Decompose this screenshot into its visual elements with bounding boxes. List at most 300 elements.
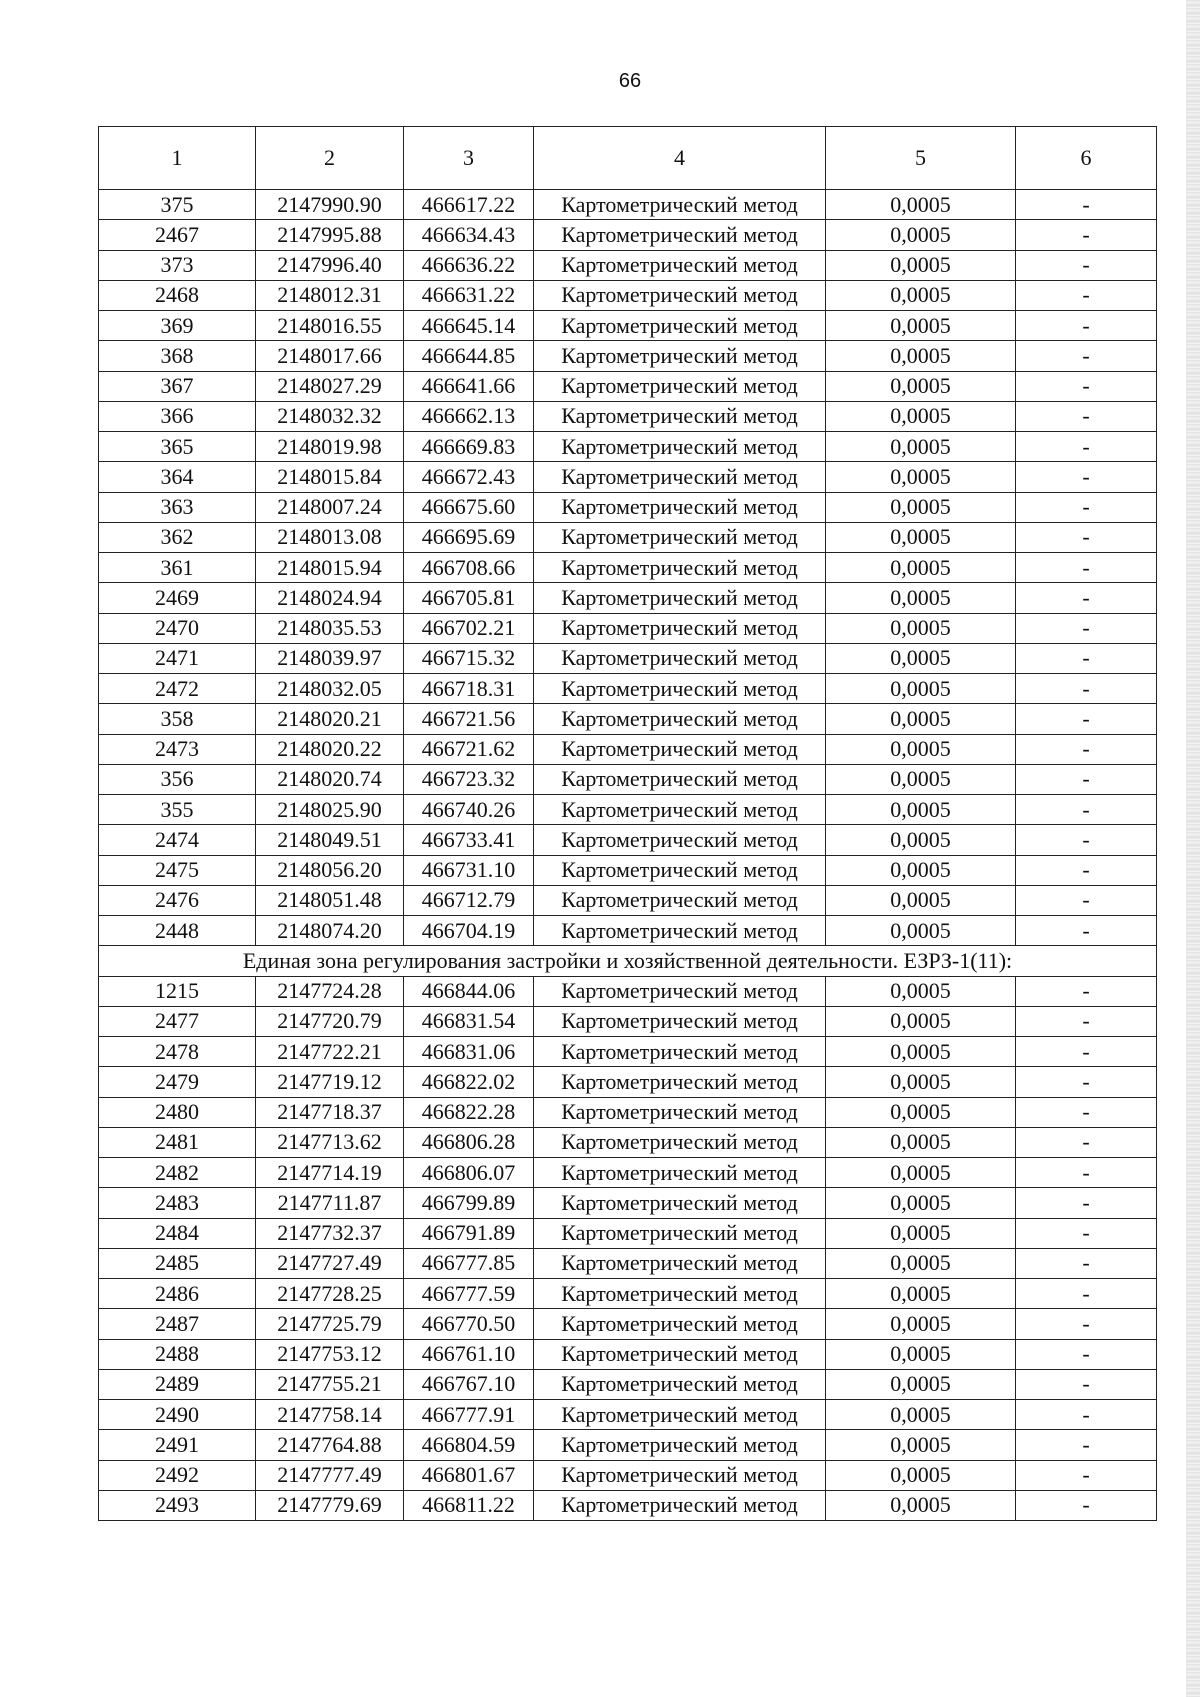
cell-note: - [1016, 1309, 1157, 1339]
cell-coord-y: 466740.26 [404, 795, 534, 825]
cell-method: Картометрический метод [534, 432, 826, 462]
cell-accuracy: 0,0005 [826, 280, 1016, 310]
table-row [99, 734, 1157, 764]
cell-coord-y: 466822.28 [404, 1097, 534, 1127]
header-col-5: 5 [826, 127, 1016, 190]
header-col-4: 4 [534, 127, 826, 190]
header-col-2: 2 [256, 127, 404, 190]
cell-method: Картометрический метод [534, 311, 826, 341]
cell-method: Картометрический метод [534, 825, 826, 855]
cell-note: - [1016, 885, 1157, 915]
cell-point-number: 2468 [99, 280, 256, 310]
table-body-part2 [99, 976, 1157, 1521]
cell-note: - [1016, 1188, 1157, 1218]
cell-coord-x: 2147996.40 [256, 250, 404, 280]
cell-accuracy: 0,0005 [826, 553, 1016, 583]
cell-note: - [1016, 341, 1157, 371]
cell-note: - [1016, 1218, 1157, 1248]
cell-coord-x: 2147753.12 [256, 1339, 404, 1369]
cell-coord-x: 2147990.90 [256, 190, 404, 220]
cell-method: Картометрический метод [534, 1309, 826, 1339]
cell-method: Картометрический метод [534, 855, 826, 885]
cell-note: - [1016, 1037, 1157, 1067]
cell-coord-y: 466705.81 [404, 583, 534, 613]
cell-method: Картометрический метод [534, 401, 826, 431]
cell-method: Картометрический метод [534, 250, 826, 280]
cell-method: Картометрический метод [534, 341, 826, 371]
cell-note: - [1016, 855, 1157, 885]
cell-accuracy: 0,0005 [826, 522, 1016, 552]
cell-method: Картометрический метод [534, 674, 826, 704]
cell-accuracy: 0,0005 [826, 1248, 1016, 1278]
cell-point-number: 2479 [99, 1067, 256, 1097]
cell-note: - [1016, 795, 1157, 825]
cell-point-number: 368 [99, 341, 256, 371]
cell-coord-x: 2147720.79 [256, 1006, 404, 1036]
cell-point-number: 2470 [99, 613, 256, 643]
cell-note: - [1016, 1279, 1157, 1309]
cell-point-number: 2475 [99, 855, 256, 885]
table-row [99, 1460, 1157, 1490]
cell-coord-x: 2148027.29 [256, 371, 404, 401]
cell-coord-y: 466767.10 [404, 1369, 534, 1399]
coordinates-table [98, 126, 1157, 1521]
cell-coord-x: 2147722.21 [256, 1037, 404, 1067]
cell-note: - [1016, 1067, 1157, 1097]
section-row-group [99, 946, 1157, 976]
cell-coord-y: 466831.54 [404, 1006, 534, 1036]
cell-note: - [1016, 1339, 1157, 1369]
cell-accuracy: 0,0005 [826, 1127, 1016, 1157]
section-title: Единая зона регулирования застройки и хозяйственной деятельности. ЕЗРЗ-1(11): [99, 946, 1157, 976]
section-row [99, 946, 1157, 976]
cell-coord-y: 466669.83 [404, 432, 534, 462]
cell-method: Картометрический метод [534, 1006, 826, 1036]
cell-accuracy: 0,0005 [826, 341, 1016, 371]
cell-coord-y: 466662.13 [404, 401, 534, 431]
table-row [99, 220, 1157, 250]
cell-accuracy: 0,0005 [826, 1037, 1016, 1067]
cell-note: - [1016, 764, 1157, 794]
cell-method: Картометрический метод [534, 764, 826, 794]
table-row [99, 1248, 1157, 1278]
cell-accuracy: 0,0005 [826, 492, 1016, 522]
cell-note: - [1016, 522, 1157, 552]
cell-point-number: 369 [99, 311, 256, 341]
cell-coord-x: 2148032.32 [256, 401, 404, 431]
cell-coord-x: 2147764.88 [256, 1430, 404, 1460]
cell-coord-y: 466761.10 [404, 1339, 534, 1369]
cell-point-number: 2493 [99, 1490, 256, 1520]
cell-coord-y: 466777.59 [404, 1279, 534, 1309]
table-row [99, 583, 1157, 613]
cell-coord-y: 466675.60 [404, 492, 534, 522]
cell-accuracy: 0,0005 [826, 190, 1016, 220]
cell-method: Картометрический метод [534, 553, 826, 583]
cell-coord-x: 2148016.55 [256, 311, 404, 341]
table-row [99, 674, 1157, 704]
cell-note: - [1016, 674, 1157, 704]
cell-method: Картометрический метод [534, 643, 826, 673]
cell-method: Картометрический метод [534, 1430, 826, 1460]
cell-note: - [1016, 553, 1157, 583]
cell-coord-x: 2147758.14 [256, 1400, 404, 1430]
cell-method: Картометрический метод [534, 1037, 826, 1067]
cell-coord-x: 2148007.24 [256, 492, 404, 522]
table-row [99, 643, 1157, 673]
cell-method: Картометрический метод [534, 734, 826, 764]
table-row [99, 1188, 1157, 1218]
cell-coord-x: 2148024.94 [256, 583, 404, 613]
cell-note: - [1016, 704, 1157, 734]
cell-coord-y: 466844.06 [404, 976, 534, 1006]
cell-coord-x: 2148012.31 [256, 280, 404, 310]
cell-coord-y: 466695.69 [404, 522, 534, 552]
cell-coord-x: 2147728.25 [256, 1279, 404, 1309]
cell-method: Картометрический метод [534, 613, 826, 643]
cell-coord-x: 2148020.21 [256, 704, 404, 734]
cell-coord-x: 2148020.74 [256, 764, 404, 794]
cell-coord-x: 2148019.98 [256, 432, 404, 462]
cell-coord-y: 466708.66 [404, 553, 534, 583]
cell-accuracy: 0,0005 [826, 704, 1016, 734]
cell-coord-x: 2147711.87 [256, 1188, 404, 1218]
cell-point-number: 2486 [99, 1279, 256, 1309]
cell-accuracy: 0,0005 [826, 795, 1016, 825]
cell-method: Картометрический метод [534, 1279, 826, 1309]
cell-coord-x: 2148013.08 [256, 522, 404, 552]
cell-method: Картометрический метод [534, 1400, 826, 1430]
cell-point-number: 355 [99, 795, 256, 825]
cell-accuracy: 0,0005 [826, 916, 1016, 946]
cell-point-number: 2471 [99, 643, 256, 673]
cell-method: Картометрический метод [534, 492, 826, 522]
cell-coord-y: 466645.14 [404, 311, 534, 341]
cell-method: Картометрический метод [534, 704, 826, 734]
cell-note: - [1016, 220, 1157, 250]
cell-point-number: 2448 [99, 916, 256, 946]
scan-edge [1186, 0, 1200, 1697]
cell-method: Картометрический метод [534, 522, 826, 552]
cell-coord-y: 466718.31 [404, 674, 534, 704]
cell-method: Картометрический метод [534, 795, 826, 825]
cell-coord-x: 2148074.20 [256, 916, 404, 946]
cell-method: Картометрический метод [534, 583, 826, 613]
cell-coord-y: 466712.79 [404, 885, 534, 915]
cell-accuracy: 0,0005 [826, 1400, 1016, 1430]
cell-coord-y: 466733.41 [404, 825, 534, 855]
cell-note: - [1016, 462, 1157, 492]
table-row [99, 522, 1157, 552]
cell-point-number: 2474 [99, 825, 256, 855]
cell-accuracy: 0,0005 [826, 1188, 1016, 1218]
table-row [99, 764, 1157, 794]
cell-accuracy: 0,0005 [826, 613, 1016, 643]
cell-note: - [1016, 916, 1157, 946]
cell-point-number: 2490 [99, 1400, 256, 1430]
cell-point-number: 2489 [99, 1369, 256, 1399]
cell-accuracy: 0,0005 [826, 1279, 1016, 1309]
page-number: 66 [618, 70, 642, 92]
cell-accuracy: 0,0005 [826, 1158, 1016, 1188]
cell-accuracy: 0,0005 [826, 371, 1016, 401]
cell-method: Картометрический метод [534, 1490, 826, 1520]
cell-accuracy: 0,0005 [826, 1097, 1016, 1127]
cell-point-number: 2491 [99, 1430, 256, 1460]
cell-coord-x: 2147732.37 [256, 1218, 404, 1248]
cell-note: - [1016, 643, 1157, 673]
cell-method: Картометрический метод [534, 885, 826, 915]
cell-note: - [1016, 401, 1157, 431]
cell-coord-y: 466831.06 [404, 1037, 534, 1067]
cell-coord-x: 2148051.48 [256, 885, 404, 915]
cell-accuracy: 0,0005 [826, 432, 1016, 462]
table-row [99, 1309, 1157, 1339]
cell-coord-x: 2147714.19 [256, 1158, 404, 1188]
cell-coord-y: 466723.32 [404, 764, 534, 794]
table-row [99, 311, 1157, 341]
cell-coord-x: 2147718.37 [256, 1097, 404, 1127]
cell-accuracy: 0,0005 [826, 643, 1016, 673]
header-col-6: 6 [1016, 127, 1157, 190]
cell-note: - [1016, 1248, 1157, 1278]
cell-coord-x: 2147719.12 [256, 1067, 404, 1097]
cell-accuracy: 0,0005 [826, 311, 1016, 341]
cell-method: Картометрический метод [534, 1067, 826, 1097]
cell-coord-y: 466811.22 [404, 1490, 534, 1520]
cell-note: - [1016, 583, 1157, 613]
cell-note: - [1016, 1097, 1157, 1127]
table-row [99, 704, 1157, 734]
cell-point-number: 2482 [99, 1158, 256, 1188]
cell-coord-y: 466806.28 [404, 1127, 534, 1157]
cell-accuracy: 0,0005 [826, 674, 1016, 704]
table-row [99, 916, 1157, 946]
table-row [99, 1097, 1157, 1127]
table-row [99, 371, 1157, 401]
cell-accuracy: 0,0005 [826, 1369, 1016, 1399]
cell-method: Картометрический метод [534, 1248, 826, 1278]
table-row [99, 1369, 1157, 1399]
cell-accuracy: 0,0005 [826, 976, 1016, 1006]
table-row [99, 1490, 1157, 1520]
cell-coord-x: 2148017.66 [256, 341, 404, 371]
cell-note: - [1016, 1127, 1157, 1157]
cell-accuracy: 0,0005 [826, 1430, 1016, 1460]
cell-coord-x: 2148049.51 [256, 825, 404, 855]
cell-coord-x: 2148032.05 [256, 674, 404, 704]
cell-point-number: 2469 [99, 583, 256, 613]
cell-coord-x: 2148056.20 [256, 855, 404, 885]
cell-method: Картометрический метод [534, 1127, 826, 1157]
table-row [99, 401, 1157, 431]
cell-method: Картометрический метод [534, 1097, 826, 1127]
cell-coord-x: 2148035.53 [256, 613, 404, 643]
cell-coord-y: 466770.50 [404, 1309, 534, 1339]
cell-note: - [1016, 1006, 1157, 1036]
cell-note: - [1016, 613, 1157, 643]
cell-coord-x: 2148020.22 [256, 734, 404, 764]
cell-point-number: 2481 [99, 1127, 256, 1157]
table-row [99, 613, 1157, 643]
cell-method: Картометрический метод [534, 220, 826, 250]
table-row [99, 885, 1157, 915]
cell-coord-x: 2147755.21 [256, 1369, 404, 1399]
table-row [99, 1037, 1157, 1067]
table-row [99, 553, 1157, 583]
cell-method: Картометрический метод [534, 1460, 826, 1490]
cell-point-number: 2480 [99, 1097, 256, 1127]
cell-point-number: 364 [99, 462, 256, 492]
cell-accuracy: 0,0005 [826, 1006, 1016, 1036]
cell-point-number: 362 [99, 522, 256, 552]
table-header-row [99, 127, 1157, 190]
cell-note: - [1016, 1369, 1157, 1399]
table-row [99, 1006, 1157, 1036]
cell-point-number: 2467 [99, 220, 256, 250]
cell-accuracy: 0,0005 [826, 220, 1016, 250]
table-row [99, 795, 1157, 825]
cell-point-number: 367 [99, 371, 256, 401]
cell-note: - [1016, 250, 1157, 280]
cell-coord-x: 2147779.69 [256, 1490, 404, 1520]
cell-coord-x: 2147713.62 [256, 1127, 404, 1157]
cell-point-number: 356 [99, 764, 256, 794]
cell-point-number: 2487 [99, 1309, 256, 1339]
cell-coord-x: 2147727.49 [256, 1248, 404, 1278]
cell-accuracy: 0,0005 [826, 885, 1016, 915]
cell-coord-y: 466617.22 [404, 190, 534, 220]
cell-accuracy: 0,0005 [826, 1218, 1016, 1248]
cell-method: Картометрический метод [534, 1369, 826, 1399]
cell-point-number: 365 [99, 432, 256, 462]
cell-accuracy: 0,0005 [826, 401, 1016, 431]
table-row [99, 1067, 1157, 1097]
cell-method: Картометрический метод [534, 190, 826, 220]
cell-accuracy: 0,0005 [826, 462, 1016, 492]
cell-coord-y: 466634.43 [404, 220, 534, 250]
cell-coord-y: 466721.56 [404, 704, 534, 734]
cell-point-number: 2478 [99, 1037, 256, 1067]
cell-note: - [1016, 734, 1157, 764]
cell-point-number: 2484 [99, 1218, 256, 1248]
cell-coord-x: 2147995.88 [256, 220, 404, 250]
cell-point-number: 2488 [99, 1339, 256, 1369]
table-row [99, 1218, 1157, 1248]
cell-method: Картометрический метод [534, 280, 826, 310]
cell-coord-x: 2148025.90 [256, 795, 404, 825]
cell-coord-y: 466672.43 [404, 462, 534, 492]
cell-method: Картометрический метод [534, 916, 826, 946]
cell-coord-y: 466799.89 [404, 1188, 534, 1218]
table-row [99, 976, 1157, 1006]
cell-method: Картометрический метод [534, 462, 826, 492]
cell-accuracy: 0,0005 [826, 1309, 1016, 1339]
table-row [99, 432, 1157, 462]
cell-coord-y: 466636.22 [404, 250, 534, 280]
cell-coord-x: 2148039.97 [256, 643, 404, 673]
cell-note: - [1016, 371, 1157, 401]
cell-accuracy: 0,0005 [826, 583, 1016, 613]
cell-coord-y: 466777.91 [404, 1400, 534, 1430]
cell-method: Картометрический метод [534, 1339, 826, 1369]
cell-coord-x: 2147725.79 [256, 1309, 404, 1339]
cell-point-number: 2472 [99, 674, 256, 704]
table-row [99, 280, 1157, 310]
cell-coord-x: 2148015.94 [256, 553, 404, 583]
cell-note: - [1016, 1460, 1157, 1490]
cell-note: - [1016, 280, 1157, 310]
cell-accuracy: 0,0005 [826, 764, 1016, 794]
header-col-3: 3 [404, 127, 534, 190]
table-row [99, 250, 1157, 280]
table-body-part1 [99, 190, 1157, 946]
table-row [99, 1339, 1157, 1369]
cell-point-number: 2483 [99, 1188, 256, 1218]
cell-accuracy: 0,0005 [826, 734, 1016, 764]
cell-note: - [1016, 190, 1157, 220]
table-row [99, 190, 1157, 220]
cell-point-number: 2477 [99, 1006, 256, 1036]
cell-coord-x: 2148015.84 [256, 462, 404, 492]
table-row [99, 462, 1157, 492]
cell-coord-y: 466644.85 [404, 341, 534, 371]
table-row [99, 341, 1157, 371]
cell-coord-y: 466731.10 [404, 855, 534, 885]
cell-point-number: 2492 [99, 1460, 256, 1490]
cell-coord-y: 466641.66 [404, 371, 534, 401]
cell-accuracy: 0,0005 [826, 1490, 1016, 1520]
cell-point-number: 373 [99, 250, 256, 280]
cell-point-number: 2476 [99, 885, 256, 915]
cell-note: - [1016, 1430, 1157, 1460]
cell-coord-x: 2147724.28 [256, 976, 404, 1006]
cell-method: Картометрический метод [534, 1158, 826, 1188]
cell-point-number: 2473 [99, 734, 256, 764]
cell-coord-y: 466804.59 [404, 1430, 534, 1460]
cell-coord-y: 466715.32 [404, 643, 534, 673]
cell-accuracy: 0,0005 [826, 1460, 1016, 1490]
cell-note: - [1016, 1158, 1157, 1188]
cell-accuracy: 0,0005 [826, 250, 1016, 280]
cell-method: Картометрический метод [534, 976, 826, 1006]
cell-point-number: 1215 [99, 976, 256, 1006]
cell-method: Картометрический метод [534, 371, 826, 401]
table-row [99, 492, 1157, 522]
table-row [99, 825, 1157, 855]
cell-coord-y: 466702.21 [404, 613, 534, 643]
cell-note: - [1016, 311, 1157, 341]
cell-note: - [1016, 825, 1157, 855]
cell-coord-y: 466704.19 [404, 916, 534, 946]
cell-accuracy: 0,0005 [826, 825, 1016, 855]
cell-note: - [1016, 1400, 1157, 1430]
cell-accuracy: 0,0005 [826, 1339, 1016, 1369]
cell-accuracy: 0,0005 [826, 1067, 1016, 1097]
table-row [99, 1158, 1157, 1188]
cell-note: - [1016, 432, 1157, 462]
cell-point-number: 375 [99, 190, 256, 220]
cell-note: - [1016, 976, 1157, 1006]
cell-note: - [1016, 1490, 1157, 1520]
cell-coord-y: 466822.02 [404, 1067, 534, 1097]
header-col-1: 1 [99, 127, 256, 190]
cell-point-number: 358 [99, 704, 256, 734]
cell-coord-x: 2147777.49 [256, 1460, 404, 1490]
cell-point-number: 363 [99, 492, 256, 522]
cell-method: Картометрический метод [534, 1188, 826, 1218]
cell-coord-y: 466806.07 [404, 1158, 534, 1188]
